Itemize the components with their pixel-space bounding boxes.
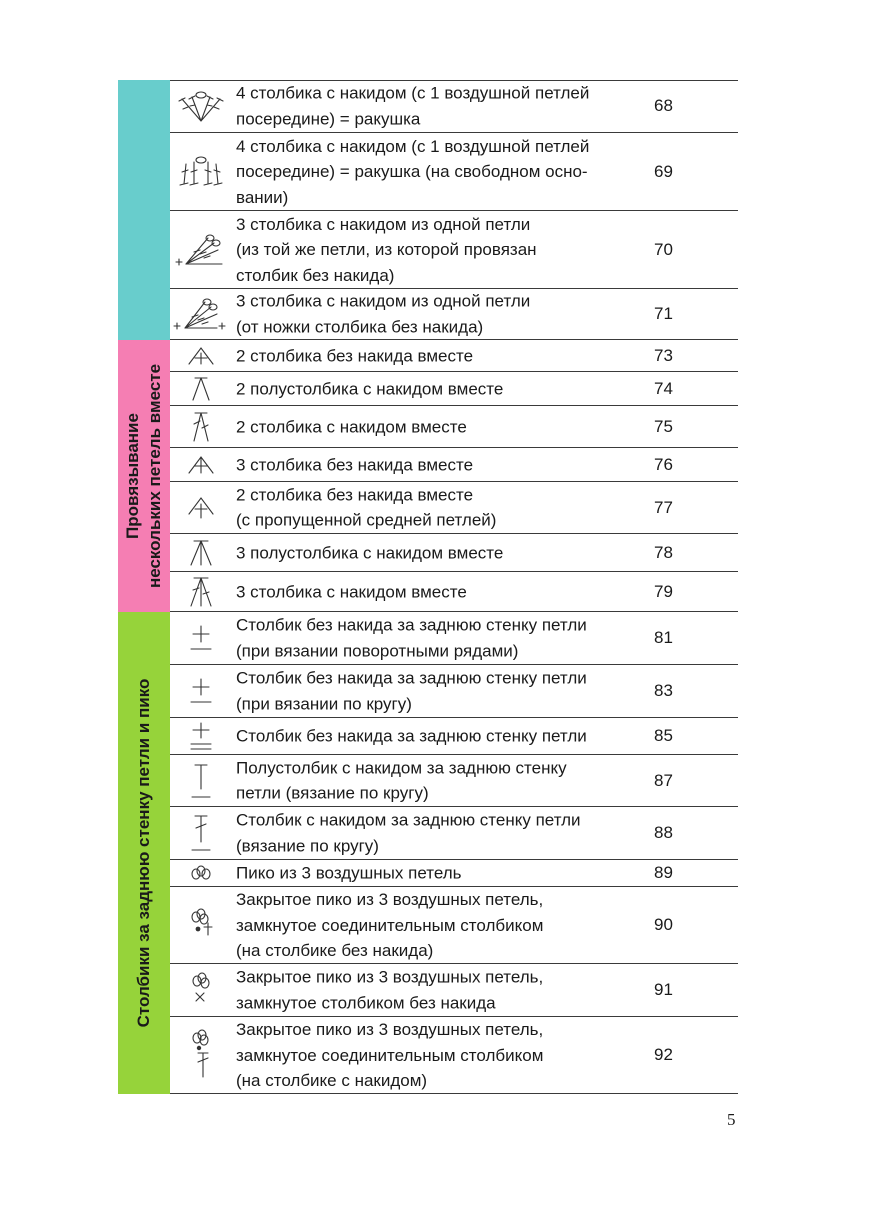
row-description: 4 столбика с накидом (с 1 воздушной петлей посередине) = ракушка <box>236 83 590 128</box>
section-label-back-loop-picot: Столбики за заднюю стенку петли и пико <box>134 678 153 1028</box>
row-description: Столбик без накида за заднюю стенку петли (при вязании по кругу) <box>236 668 587 713</box>
table-row <box>170 211 738 289</box>
row-description: 2 столбика без накида вместе <box>236 345 474 365</box>
row-page-number: 87 <box>654 770 673 790</box>
row-page-number: 76 <box>654 454 673 474</box>
row-description: Столбик с накидом за заднюю стенку петли (вязание по кругу) <box>236 810 581 855</box>
row-description: 4 столбика с накидом (с 1 воздушной петлей посередине) = ракушка (на свободном осно- вании) <box>236 136 590 207</box>
row-page-number: 68 <box>654 96 673 115</box>
picot-icon <box>170 860 232 886</box>
table-row <box>170 448 738 482</box>
section-rows-back-loop-picot <box>170 612 738 1094</box>
picot-closed-sl-dc-icon <box>170 1017 232 1093</box>
section-decreases <box>118 340 738 612</box>
section-band-decreases <box>118 340 170 612</box>
table-row <box>170 340 738 372</box>
table-row <box>170 534 738 572</box>
table-row <box>170 80 738 133</box>
row-page-number: 79 <box>654 581 673 601</box>
row-page-number: 81 <box>654 628 673 647</box>
section-shells <box>118 80 738 340</box>
table-row <box>170 807 738 860</box>
table-row <box>170 665 738 718</box>
row-description: 2 столбика без накида вместе (с пропущенной средней петлей) <box>236 485 497 530</box>
table-row <box>170 1017 738 1094</box>
row-page-number: 92 <box>654 1045 673 1064</box>
row-description: 2 полустолбика с накидом вместе <box>236 378 504 398</box>
section-back-loop-picot <box>118 612 738 1094</box>
table-row <box>170 718 738 755</box>
row-description: Столбик без накида за заднюю стенку петли <box>236 726 587 746</box>
row-description: 3 столбика без накида вместе <box>236 454 474 474</box>
picot-closed-sl-sc-icon <box>170 887 232 963</box>
table-row <box>170 964 738 1017</box>
table-row <box>170 406 738 448</box>
section-band-shells <box>118 80 170 340</box>
row-page-number: 75 <box>654 416 673 436</box>
row-description: Закрытое пико из 3 воздушных петель, замкнутое столбиком без накида <box>236 967 544 1012</box>
row-description: 3 полустолбика с накидом вместе <box>236 542 504 562</box>
table-row <box>170 482 738 534</box>
table-row <box>170 887 738 964</box>
table-row <box>170 289 738 340</box>
row-page-number: 78 <box>654 542 673 562</box>
row-description: 2 столбика с накидом вместе <box>236 416 467 436</box>
hdc-blo-icon <box>170 755 232 806</box>
section-label-decreases: Провязывание нескольких петель вместе <box>123 363 164 589</box>
table-row <box>170 372 738 406</box>
hdc3tog-icon <box>170 534 232 571</box>
table-row <box>170 860 738 887</box>
row-description: Закрытое пико из 3 воздушных петель, замкнутое соединительным столбиком (на столбике с накидом) <box>236 1019 544 1090</box>
sc2tog-icon <box>170 340 232 371</box>
section-rows-shells <box>170 80 738 340</box>
dc2tog-icon <box>170 406 232 447</box>
row-page-number: 88 <box>654 823 673 842</box>
dc3-same-stitch-icon <box>170 211 232 288</box>
row-page-number: 85 <box>654 726 673 745</box>
sc-blo-icon <box>170 718 232 754</box>
sc-blo-rows-icon <box>170 612 232 664</box>
dc3tog-icon <box>170 572 232 611</box>
sc3tog-icon <box>170 448 232 481</box>
table-row <box>170 572 738 612</box>
row-description: Полустолбик с накидом за заднюю стенку петли (вязание по кругу) <box>236 758 567 803</box>
section-band-back-loop-picot <box>118 612 170 1094</box>
row-page-number: 73 <box>654 345 673 365</box>
sc2tog-skip-icon <box>170 482 232 533</box>
table-row <box>170 755 738 807</box>
row-page-number: 70 <box>654 239 673 259</box>
row-page-number: 74 <box>654 378 673 398</box>
row-page-number: 69 <box>654 161 673 181</box>
page-number: 5 <box>727 1110 736 1129</box>
row-page-number: 77 <box>654 497 673 517</box>
row-page-number: 90 <box>654 915 673 934</box>
shell-4dc-free-icon <box>170 133 232 210</box>
section-rows-decreases <box>170 340 738 612</box>
dc-blo-icon <box>170 807 232 859</box>
row-description: 3 столбика с накидом вместе <box>236 581 467 601</box>
table-row <box>170 133 738 211</box>
row-page-number: 89 <box>654 863 673 882</box>
row-page-number: 91 <box>654 980 673 999</box>
row-description: Пико из 3 воздушных петель <box>236 863 462 883</box>
dc3-from-post-icon <box>170 289 232 339</box>
row-page-number: 83 <box>654 681 673 700</box>
row-description: Столбик без накида за заднюю стенку петли (при вязании поворотными рядами) <box>236 615 587 660</box>
table-row <box>170 612 738 665</box>
row-page-number: 71 <box>654 304 673 323</box>
picot-closed-sc-icon <box>170 964 232 1016</box>
row-description: 3 столбика с накидом из одной петли (от ножки столбика без накида) <box>236 291 531 336</box>
sc-blo-round-icon <box>170 665 232 717</box>
row-description: Закрытое пико из 3 воздушных петель, замкнутое соединительным столбиком (на столбике без накида) <box>236 889 544 960</box>
shell-4dc-icon <box>170 80 232 132</box>
row-description: 3 столбика с накидом из одной петли (из той же петли, из которой провязан столбик без накида) <box>236 214 537 285</box>
hdc2tog-icon <box>170 372 232 405</box>
